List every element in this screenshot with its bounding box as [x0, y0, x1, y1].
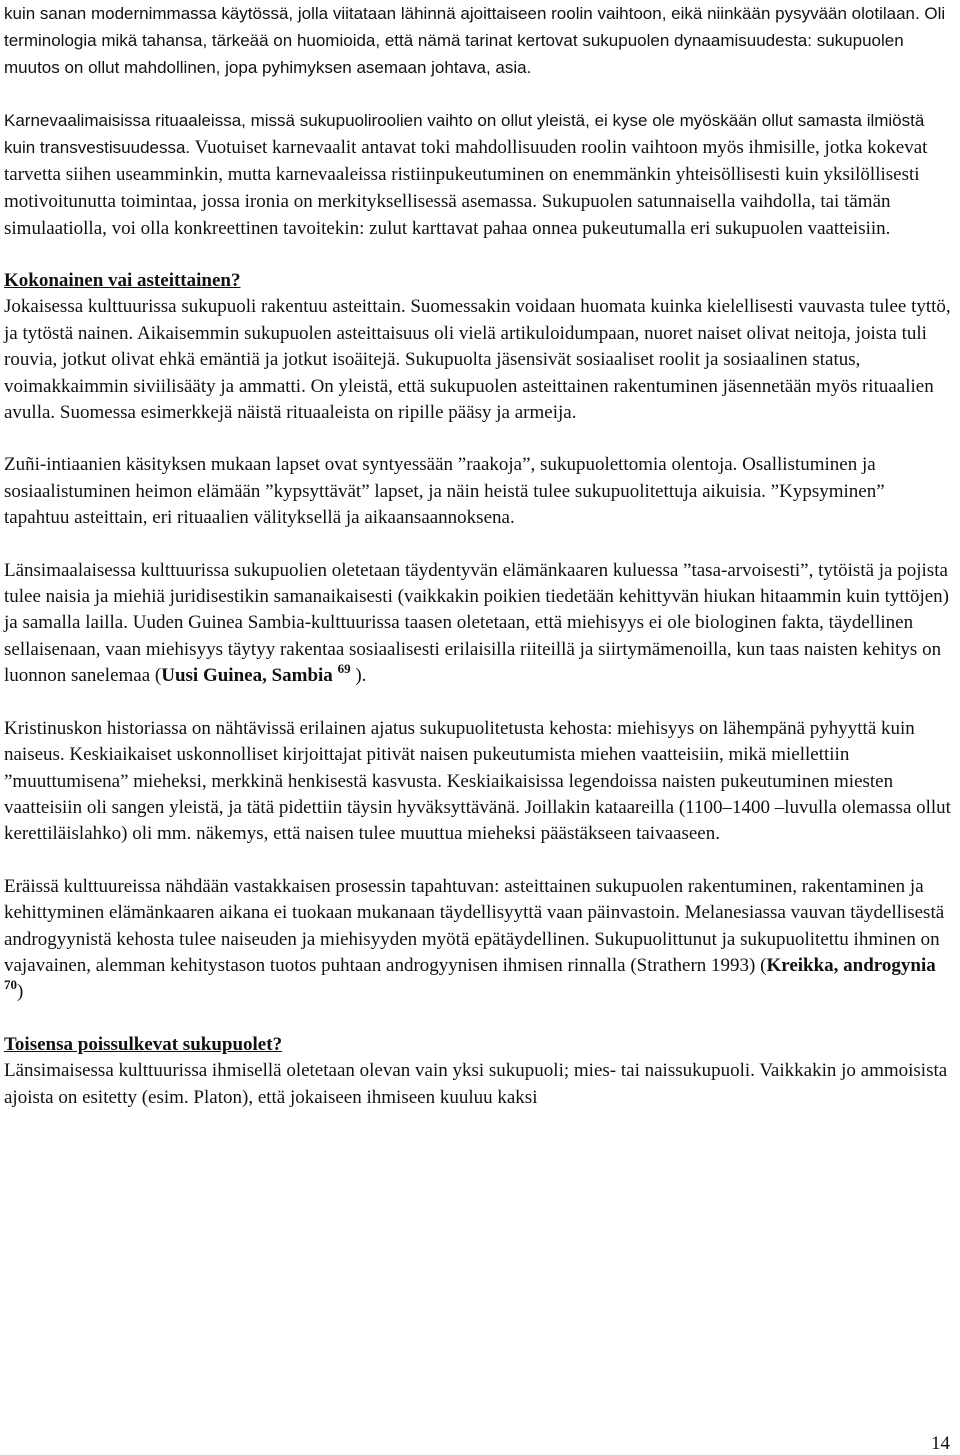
paragraph-melanesia [4, 874, 954, 1006]
paragraph-gap [4, 81, 954, 107]
paragraph-gap [4, 242, 954, 268]
paragraph-exclusive-text: Länsimaisessa kulttuurissa ihmisellä oletetaan olevan vain yksi sukupuoli; mies- tai naissukupuoli. Vaikkakin jo ammoisista ajoista on esitetty (esim. Platon), että jokaiseen ihmiseen kuuluu kaksi [4, 1060, 948, 1108]
paragraph-melanesia-text: Eräissä kulttuureissa nähdään vastakkaisen prosessin tapahtuvan: asteittainen sukupuolen rakentuminen, rakentaminen ja kehittyminen elämänkaaren aikana ei tuokaan mukanaan täydellisyyttä vaan päinvastoin. Melanesiassa vauvan täydellisestä androgyynistä kehosta tulee naiseuden ja miehisyyden myötä epätäydellinen. Sukupuolittunut ja sukupuolitettu ihminen on vajavainen, alemman kehitystason tuotos puhtaan androgyynisen ihmisen rinnalla (Strathern 1993) ( [4, 875, 945, 976]
page-number: 14 [931, 1433, 950, 1454]
paragraph-gradual [4, 294, 954, 426]
paragraph-gap [4, 426, 954, 452]
paragraph-carnival-text-a: Karnevaalimaisissa rituaaleissa, missä sukupuoliroolien vaihto on ollut yleistä, ei kyse ole myöskään ollut samasta ilmiöstä kuin transvestisuudessa. [4, 111, 925, 157]
paragraph-gap [4, 848, 954, 874]
footnote-69: 69 [337, 661, 351, 677]
paragraph-exclusive [4, 1058, 954, 1111]
footnote-70: 70 [4, 977, 17, 993]
section-heading-gradual: Kokonainen vai asteittainen? [4, 270, 241, 291]
paragraph-zuni-text: Zuñi-intiaanien käsityksen mukaan lapset ovat syntyessään ”raakoja”, sukupuolettomia olentoja. Osallistuminen ja sosiaalistuminen heimon elämään ”kypsyttävät” lapset, ja näin heistä tulee sukupuolitettuja aikuisia. ”Kypsyminen” tapahtuu asteittain, eri rituaalien välityksellä ja aikaansaannoksena. [4, 454, 885, 529]
paragraph-intro [4, 0, 954, 81]
paragraph-zuni [4, 452, 954, 531]
paragraph-carnival [4, 107, 954, 242]
document-page [4, 0, 954, 1111]
reference-kreikka: Kreikka, androgynia [766, 954, 936, 976]
paragraph-melanesia-end: ) [17, 981, 24, 1003]
paragraph-gap [4, 1006, 954, 1032]
paragraph-intro-text: kuin sanan modernimmassa käytössä, jolla viitataan lähinnä ajoittaiseen roolin vaihtoon, eikä niinkään pysyvään olotilaan. Oli terminologia mikä tahansa, tärkeää on huomioida, että nämä tarinat kertovat sukupuolen dynaamisuudesta: sukupuolen muutos on ollut mahdollinen, jopa pyhimyksen asemaan johtava, asia. [4, 4, 946, 77]
paragraph-carnival-text-b: Vuotuiset karnevaalit antavat toki mahdollisuuden roolin vaihtoon myös ihmisille, jotka kokevat tarvetta siihen useamminkin, mutta karnevaaleissa ristiinpukeutuminen on enemmänkin yhteisöllisesti kuin yksilöllisesti motivoitunutta toimintaa, jossa ironia on merkityksellisessä asemassa. [4, 137, 928, 212]
paragraph-gap [4, 690, 954, 716]
reference-sambia: Uusi Guinea, Sambia [161, 665, 333, 687]
paragraph-western-text: Länsimaalaisessa kulttuurissa sukupuolien oletetaan täydentyvän elämänkaaren kuluessa ”tasa-arvoisesti”, tytöistä ja pojista tulee naisia ja miehiä juridisestikin samanaikaisesti (vaikkakin poikien tiedetään kehittyvän hiukan hitaammin kuin tyttöjen) ja samalla lailla. Uuden Guinea Sambia-kulttuurissa taasen oletetaan, että miehisyys ei ole biologinen fakta, täydellinen sellaisenaan, vaan miehisyys täytyy rakentaa sosiaalisesti erilaisilla riiteillä ja siirtymämenoilla, kun taas naisten kehitys on luonnon sanelemaa ( [4, 559, 950, 687]
paragraph-christian-text: Kristinuskon historiassa on nähtävissä erilainen ajatus sukupuolitetusta kehosta: miehisyys on lähempänä pyhyyttä kuin naiseus. Keskiaikaiset uskonnolliset kirjoittajat pitivät naisen pukeutumista miehen vaatteisiin, mikä miellettiin ”muuttumisena” mieheksi, merkkinä henkisestä kasvusta. Keskiaikaisissa legendoissa naisten pukeutuminen miesten vaatteisiin oli sangen yleistä, ja tätä pidettiin täysin hyväksyttävänä. Joillakin kataareilla (1100–1400 –luvulla olemassa ollut kerettiläislahko) oli mm. näkemys, että naisen tulee muuttua mieheksi päästäkseen taivaaseen. [4, 717, 951, 845]
paragraph-carnival-text-c: Sukupuolen satunnaisella vaihdolla, tai tämän simulaatiolla, voi olla konkreettinen tavoitekin: zulut karttavat pahaa onnea pukeutumalla eri sukupuolen vaatteisiin. [4, 191, 891, 239]
paragraph-gap [4, 532, 954, 558]
paragraph-gradual-text: Jokaisessa kulttuurissa sukupuoli rakentuu asteittain. Suomessakin voidaan huomata kuinka kielellisesti vauvasta tulee tyttö, ja tytöstä nainen. Aikaisemmin sukupuolen asteittaisuus oli vielä artikuloidumpaan, nuoret naiset olivat neitoja, joista tuli rouvia, jotkut olivat ehkä emäntiä ja jotkut isoäitejä. Sukupuolta jäsensivät sosiaaliset roolit ja sosiaalinen status, voimakkaimmin siviilisääty ja ammatti. On yleistä, että sukupuolen asteittainen rakentuminen jäsennetään myös rituaalien avulla. Suomessa esimerkkejä näistä rituaaleista on ripille pääsy ja armeija. [4, 296, 951, 424]
paragraph-western [4, 558, 954, 690]
section-heading-exclusive: Toisensa poissulkevat sukupuolet? [4, 1033, 283, 1055]
paragraph-western-end: ). [350, 665, 367, 687]
paragraph-christian [4, 716, 954, 848]
